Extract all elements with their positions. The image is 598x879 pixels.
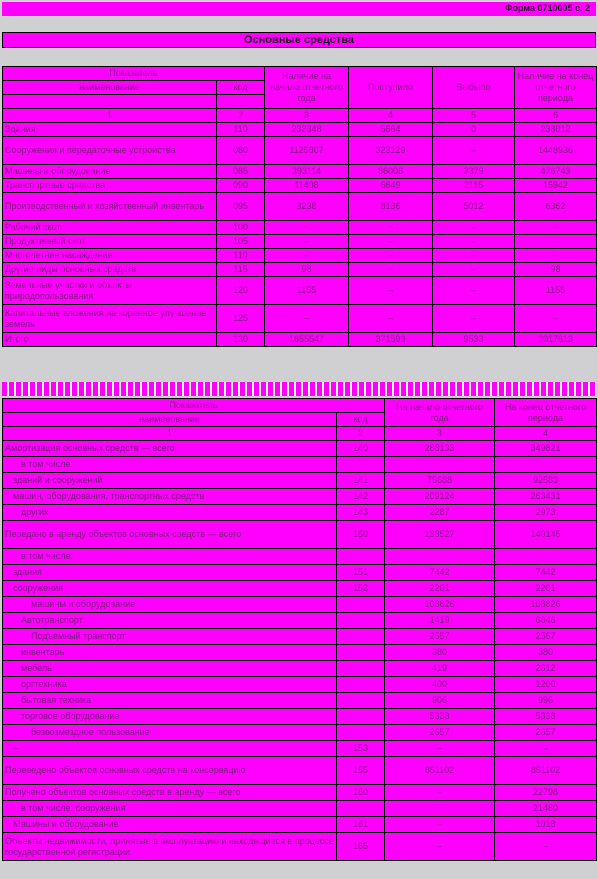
row-end: – bbox=[515, 249, 597, 263]
row-start: – bbox=[385, 785, 495, 801]
header-indicator: Показатель bbox=[3, 399, 385, 413]
row-received: – bbox=[349, 235, 433, 249]
table-row bbox=[3, 305, 597, 333]
row-name: бытовая техника bbox=[3, 693, 337, 709]
row-code: 160 bbox=[337, 785, 385, 801]
row-end: 15942 bbox=[515, 179, 597, 193]
header-code: код bbox=[217, 81, 265, 95]
row-start: – bbox=[385, 817, 495, 833]
row-received: 5664 bbox=[349, 123, 433, 137]
row-code bbox=[337, 597, 385, 613]
row-code bbox=[337, 693, 385, 709]
row-name: машин, оборудования, транспортных средств bbox=[3, 489, 337, 505]
row-end: 22798 bbox=[495, 785, 597, 801]
table-row bbox=[3, 725, 597, 741]
row-end: 7442 bbox=[495, 565, 597, 581]
table-row bbox=[3, 645, 597, 661]
row-received: 86008 bbox=[349, 165, 433, 179]
row-start: 380 bbox=[385, 645, 495, 661]
table-row bbox=[3, 709, 597, 725]
row-start: – bbox=[265, 221, 349, 235]
row-name: Подъемный транспорт bbox=[3, 629, 337, 645]
row-code: 125 bbox=[217, 305, 265, 333]
row-end: 263431 bbox=[495, 489, 597, 505]
table-row bbox=[3, 549, 597, 565]
row-name: в том числе: bbox=[3, 457, 337, 473]
row-start: 7442 bbox=[385, 565, 495, 581]
row-name: Передано в аренду объектов основных средств — всего bbox=[3, 521, 337, 549]
row-start: 1419 bbox=[385, 613, 495, 629]
row-disposed: – bbox=[433, 137, 515, 165]
header-start: На начало отчетного года bbox=[385, 399, 495, 427]
table-row bbox=[3, 249, 597, 263]
row-start: 419 bbox=[385, 661, 495, 677]
row-start: 209124 bbox=[385, 489, 495, 505]
header-indicator: Показатель bbox=[3, 67, 265, 81]
row-code: 090 bbox=[217, 179, 265, 193]
row-start bbox=[385, 801, 495, 817]
row-disposed: – bbox=[433, 305, 515, 333]
row-start: – bbox=[385, 833, 495, 861]
form-header bbox=[2, 2, 596, 16]
table-row bbox=[3, 489, 597, 505]
row-received: – bbox=[349, 277, 433, 305]
row-code bbox=[337, 457, 385, 473]
row-end: – bbox=[515, 235, 597, 249]
table-row bbox=[3, 235, 597, 249]
header-start: Наличие на начало отчетного года bbox=[265, 67, 349, 109]
row-start: 5338 bbox=[385, 709, 495, 725]
row-end: 2612 bbox=[495, 661, 597, 677]
row-end: 108826 bbox=[495, 597, 597, 613]
row-disposed: 2115 bbox=[433, 179, 515, 193]
fixed-assets-table bbox=[2, 66, 597, 347]
row-end: – bbox=[515, 221, 597, 235]
row-start: 400 bbox=[385, 677, 495, 693]
table-row bbox=[3, 801, 597, 817]
row-code bbox=[337, 677, 385, 693]
form-label: Форма 0710005 с. 2 bbox=[504, 3, 590, 13]
row-name: Машины и оборудование bbox=[3, 165, 217, 179]
row-disposed: 0 bbox=[433, 123, 515, 137]
header-end: На конец отчетного периода bbox=[495, 399, 597, 427]
row-end: 92583 bbox=[495, 473, 597, 489]
table-row bbox=[3, 597, 597, 613]
row-end: 5338 bbox=[495, 709, 597, 725]
row-received: 371599 bbox=[349, 333, 433, 347]
row-received: 323129 bbox=[349, 137, 433, 165]
table-row bbox=[3, 817, 597, 833]
row-end: – bbox=[495, 833, 597, 861]
row-start: 98 bbox=[265, 263, 349, 277]
row-end bbox=[495, 549, 597, 565]
table-row bbox=[3, 785, 597, 801]
row-start: 1125807 bbox=[265, 137, 349, 165]
page-title: Основные средства bbox=[243, 34, 355, 46]
row-code bbox=[337, 645, 385, 661]
row-start bbox=[385, 457, 495, 473]
row-start: 1655547 bbox=[265, 333, 349, 347]
row-received: – bbox=[349, 305, 433, 333]
row-name: торговое оборудование bbox=[3, 709, 337, 725]
row-name: мебель bbox=[3, 661, 337, 677]
row-name: Земельные участки и объекты природопользования bbox=[3, 277, 217, 305]
table-row bbox=[3, 741, 597, 757]
row-code: 140 bbox=[337, 441, 385, 457]
row-name: в том числе: bbox=[3, 549, 337, 565]
row-name: Автотранспорт bbox=[3, 613, 337, 629]
row-code: 155 bbox=[337, 757, 385, 785]
row-end: 21480 bbox=[495, 801, 597, 817]
row-end: 2017613 bbox=[515, 333, 597, 347]
row-code: 142 bbox=[337, 489, 385, 505]
row-end: 1155 bbox=[515, 277, 597, 305]
row-start: 851102 bbox=[385, 757, 495, 785]
table-row bbox=[3, 333, 597, 347]
row-code: 120 bbox=[217, 277, 265, 305]
title-bar bbox=[2, 32, 596, 48]
table-row bbox=[3, 613, 597, 629]
row-code bbox=[337, 709, 385, 725]
row-end: – bbox=[495, 741, 597, 757]
row-start: – bbox=[265, 305, 349, 333]
row-end: 6362 bbox=[515, 193, 597, 221]
row-start: 393114 bbox=[265, 165, 349, 179]
col-number: 4 bbox=[349, 109, 433, 123]
row-name: сооружения bbox=[3, 581, 337, 597]
col-number: 3 bbox=[385, 427, 495, 441]
row-code: 161 bbox=[337, 817, 385, 833]
row-code: 152 bbox=[337, 581, 385, 597]
row-start: 2657 bbox=[385, 725, 495, 741]
row-code bbox=[337, 549, 385, 565]
row-start: 906 bbox=[385, 693, 495, 709]
row-code: 141 bbox=[337, 473, 385, 489]
row-start: 75688 bbox=[385, 473, 495, 489]
table-row bbox=[3, 165, 597, 179]
row-disposed: – bbox=[433, 235, 515, 249]
table-row bbox=[3, 179, 597, 193]
table-row bbox=[3, 693, 597, 709]
header-spacer bbox=[217, 95, 265, 109]
table-row bbox=[3, 137, 597, 165]
table-separator bbox=[2, 382, 596, 396]
row-end: 140145 bbox=[495, 521, 597, 549]
row-name: Многолетние насаждения bbox=[3, 249, 217, 263]
row-start: – bbox=[265, 249, 349, 263]
row-code: 105 bbox=[217, 235, 265, 249]
row-start: 1155 bbox=[265, 277, 349, 305]
table-row bbox=[3, 629, 597, 645]
header-disposed: Выбыло bbox=[433, 67, 515, 109]
row-end: 2201 bbox=[495, 581, 597, 597]
header-end: Наличие на конец отчетного периода bbox=[515, 67, 597, 109]
depreciation-table bbox=[2, 398, 597, 861]
row-end: 238012 bbox=[515, 123, 597, 137]
row-disposed: – bbox=[433, 221, 515, 235]
row-code: 110 bbox=[217, 123, 265, 137]
col-number: 1 bbox=[3, 427, 337, 441]
row-start: – bbox=[385, 741, 495, 757]
row-end: 2657 bbox=[495, 725, 597, 741]
row-start: – bbox=[265, 235, 349, 249]
row-end: 6646 bbox=[495, 613, 597, 629]
row-start: 108826 bbox=[385, 597, 495, 613]
row-start: 232348 bbox=[265, 123, 349, 137]
table-row bbox=[3, 833, 597, 861]
row-name: зданий и сооружений bbox=[3, 473, 337, 489]
table-row bbox=[3, 677, 597, 693]
row-start: 138527 bbox=[385, 521, 495, 549]
table-row bbox=[3, 565, 597, 581]
row-name: Другие виды основных средств bbox=[3, 263, 217, 277]
row-end: 476743 bbox=[515, 165, 597, 179]
row-end: 851102 bbox=[495, 757, 597, 785]
row-start: 2201 bbox=[385, 581, 495, 597]
header-name: наименование bbox=[3, 81, 217, 95]
row-name: инвентарь bbox=[3, 645, 337, 661]
table-row bbox=[3, 221, 597, 235]
row-received: 8136 bbox=[349, 193, 433, 221]
table-row bbox=[3, 263, 597, 277]
col-number: 4 bbox=[495, 427, 597, 441]
row-code bbox=[337, 629, 385, 645]
row-end: 380 bbox=[495, 645, 597, 661]
row-end: 996 bbox=[495, 693, 597, 709]
row-code bbox=[337, 801, 385, 817]
header-name: наименование bbox=[3, 413, 337, 427]
table-row bbox=[3, 505, 597, 521]
header-spacer bbox=[3, 95, 217, 109]
row-code: 130 bbox=[217, 333, 265, 347]
col-number: 1 bbox=[3, 109, 217, 123]
row-start: 2557 bbox=[385, 629, 495, 645]
row-received: – bbox=[349, 221, 433, 235]
row-end: 1018 bbox=[495, 817, 597, 833]
row-name: машины и оборудование bbox=[3, 597, 337, 613]
row-end: 2557 bbox=[495, 629, 597, 645]
row-end: 349821 bbox=[495, 441, 597, 457]
row-start: 11408 bbox=[265, 179, 349, 193]
col-number: 5 bbox=[433, 109, 515, 123]
row-name: безвозмездное пользование bbox=[3, 725, 337, 741]
row-code: 085 bbox=[217, 165, 265, 179]
row-code: 110 bbox=[217, 249, 265, 263]
row-name: Машины и оборудование bbox=[3, 817, 337, 833]
table-row bbox=[3, 581, 597, 597]
row-code bbox=[337, 725, 385, 741]
row-code: 143 bbox=[337, 505, 385, 521]
table-row bbox=[3, 123, 597, 137]
row-end: 1448936 bbox=[515, 137, 597, 165]
row-disposed: 9533 bbox=[433, 333, 515, 347]
row-start bbox=[385, 549, 495, 565]
row-code bbox=[337, 613, 385, 629]
row-disposed: 5012 bbox=[433, 193, 515, 221]
row-name: Транспортные средства bbox=[3, 179, 217, 193]
row-code: 080 bbox=[217, 137, 265, 165]
row-disposed: 2379 bbox=[433, 165, 515, 179]
table-row bbox=[3, 457, 597, 473]
row-name: других bbox=[3, 505, 337, 521]
row-name: Амортизация основных средств — всего bbox=[3, 441, 337, 457]
row-name: оргтехника bbox=[3, 677, 337, 693]
row-end bbox=[495, 457, 597, 473]
row-code: 151 bbox=[337, 565, 385, 581]
row-disposed: – bbox=[433, 277, 515, 305]
table-row bbox=[3, 441, 597, 457]
row-code: 165 bbox=[337, 833, 385, 861]
row-name: Объекты недвижимости, принятые в эксплуатацию и находящиеся в процессе государственной регистрации bbox=[3, 833, 337, 861]
row-end: 1200 bbox=[495, 677, 597, 693]
table-row bbox=[3, 473, 597, 489]
row-start: 3238 bbox=[265, 193, 349, 221]
header-received: Поступило bbox=[349, 67, 433, 109]
col-number: 2 bbox=[337, 427, 385, 441]
col-number: 6 bbox=[515, 109, 597, 123]
table-row bbox=[3, 757, 597, 785]
row-name: Получено объектов основных средств в аренду — всего bbox=[3, 785, 337, 801]
table-row bbox=[3, 661, 597, 677]
row-end: – bbox=[515, 305, 597, 333]
row-name: в том числе: сооружения bbox=[3, 801, 337, 817]
row-name: Итого bbox=[3, 333, 217, 347]
row-disposed: – bbox=[433, 263, 515, 277]
col-number: 2 bbox=[217, 109, 265, 123]
row-disposed: – bbox=[433, 249, 515, 263]
row-name: Рабочий скот bbox=[3, 221, 217, 235]
row-code: 095 bbox=[217, 193, 265, 221]
row-name: Продуктивный скот bbox=[3, 235, 217, 249]
row-code: 153 bbox=[337, 741, 385, 757]
row-name: Капитальные вложения на коренное улучшение земель bbox=[3, 305, 217, 333]
col-number: 3 bbox=[265, 109, 349, 123]
row-code: 115 bbox=[217, 263, 265, 277]
row-end: 2973 bbox=[495, 505, 597, 521]
row-end: 98 bbox=[515, 263, 597, 277]
row-code bbox=[337, 661, 385, 677]
table-row bbox=[3, 277, 597, 305]
row-name: Сооружения и передаточные устройства bbox=[3, 137, 217, 165]
row-name: Здания bbox=[3, 123, 217, 137]
row-received: – bbox=[349, 263, 433, 277]
row-name: Производственный и хозяйственный инвентарь bbox=[3, 193, 217, 221]
row-received: – bbox=[349, 249, 433, 263]
row-name: – bbox=[3, 741, 337, 757]
row-code: 100 bbox=[217, 221, 265, 235]
row-received: 6649 bbox=[349, 179, 433, 193]
row-name: Переведено объектов основных средств на консервацию bbox=[3, 757, 337, 785]
table-row bbox=[3, 193, 597, 221]
row-name: здания bbox=[3, 565, 337, 581]
row-start: 2287 bbox=[385, 505, 495, 521]
row-code: 150 bbox=[337, 521, 385, 549]
header-code: код bbox=[337, 413, 385, 427]
table-row bbox=[3, 521, 597, 549]
row-start: 288133 bbox=[385, 441, 495, 457]
